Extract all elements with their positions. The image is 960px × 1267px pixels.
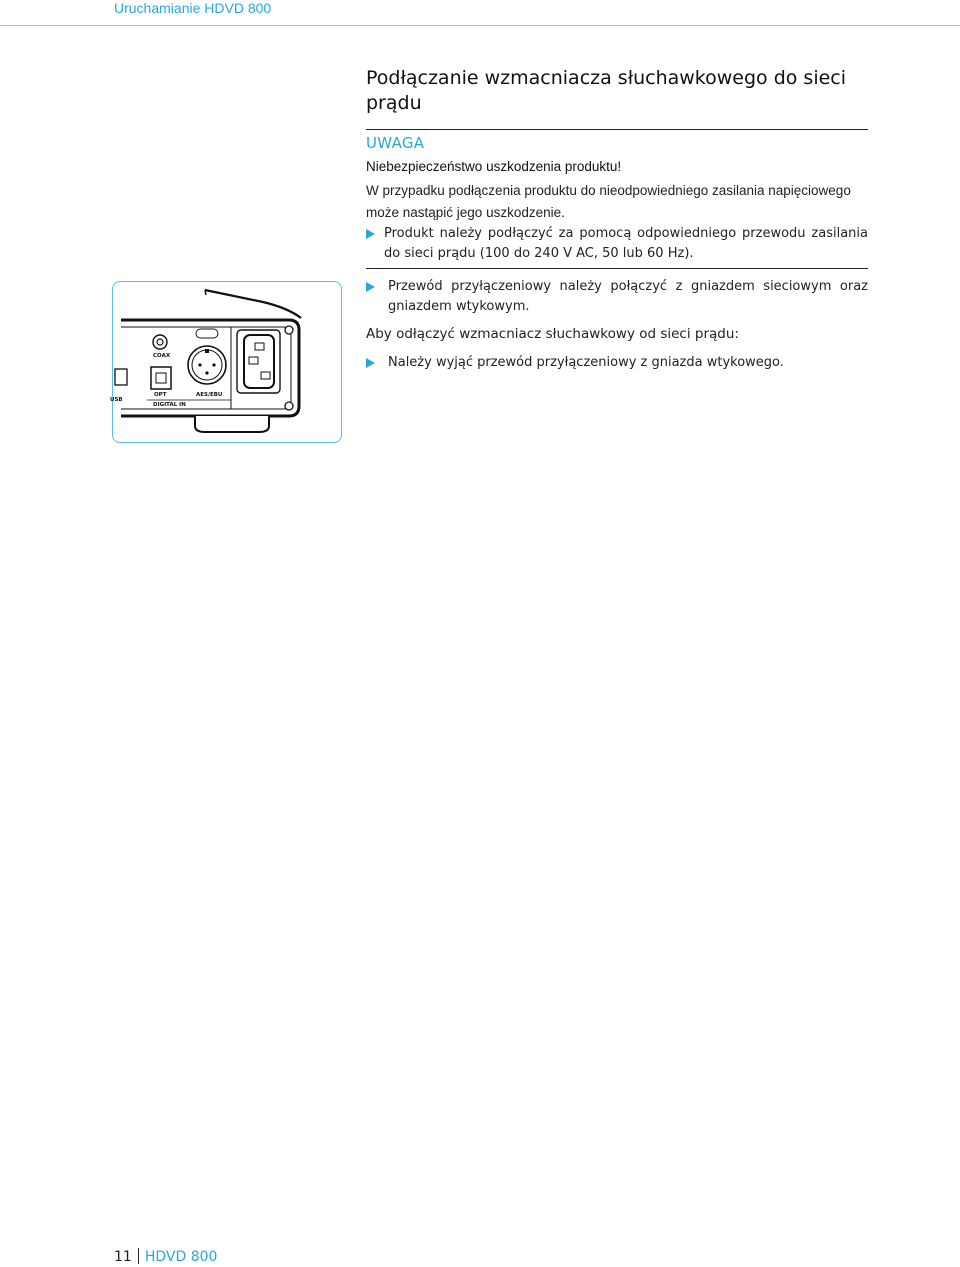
usb-label: USB [110,397,123,403]
arrow-bullet-icon [366,358,375,368]
header-divider [0,25,960,26]
disconnect-step-text: Należy wyjąć przewód przyłączeniowy z gniazda wtykowego. [388,355,784,370]
arrow-bullet-icon [366,282,375,292]
footer-product-name: HDVD 800 [144,1249,218,1265]
notice-body: W przypadku podłączenia produktu do nieodpowiedniego zasilania napięciowego może nastąpić jego uszkodzenie. [366,183,851,220]
arrow-bullet-icon [366,229,375,239]
aes-ebu-label: AES/EBU [196,392,223,398]
opt-label: OPT [154,392,167,398]
notice-heading: Niebezpieczeństwo uszkodzenia produktu! [366,159,622,174]
device-rear-panel-drawing [110,282,343,444]
running-header-title: Uruchamianie HDVD 800 [114,0,272,16]
page-footer [114,1248,217,1265]
notice-bottom-rule [366,268,868,269]
digital-in-label: DIGITAL IN [153,402,186,408]
connect-step-text: Przewód przyłączeniowy należy połączyć z gniazdem sieciowym oraz gniazdem wtykowym. [388,279,868,314]
page-number: 11 [114,1249,132,1265]
disconnect-intro: Aby odłączyć wzmacniacz słuchawkowy od sieci prądu: [366,326,739,342]
connect-step [366,277,868,317]
section-title: Podłączanie wzmacniacza słuchawkowego do sieci prądu [366,67,847,114]
coax-label: COAX [153,353,171,359]
disconnect-step [366,353,868,373]
notice-top-rule [366,129,868,130]
notice-label: UWAGA [366,134,425,152]
notice-step-text: Produkt należy podłączyć za pomocą odpowiedniego przewodu zasilania do sieci prądu (100 do 240 V AC, 50 lub 60 Hz). [384,226,868,261]
footer-separator [138,1248,139,1264]
power-socket-illustration [112,281,342,443]
notice-step [366,224,868,264]
